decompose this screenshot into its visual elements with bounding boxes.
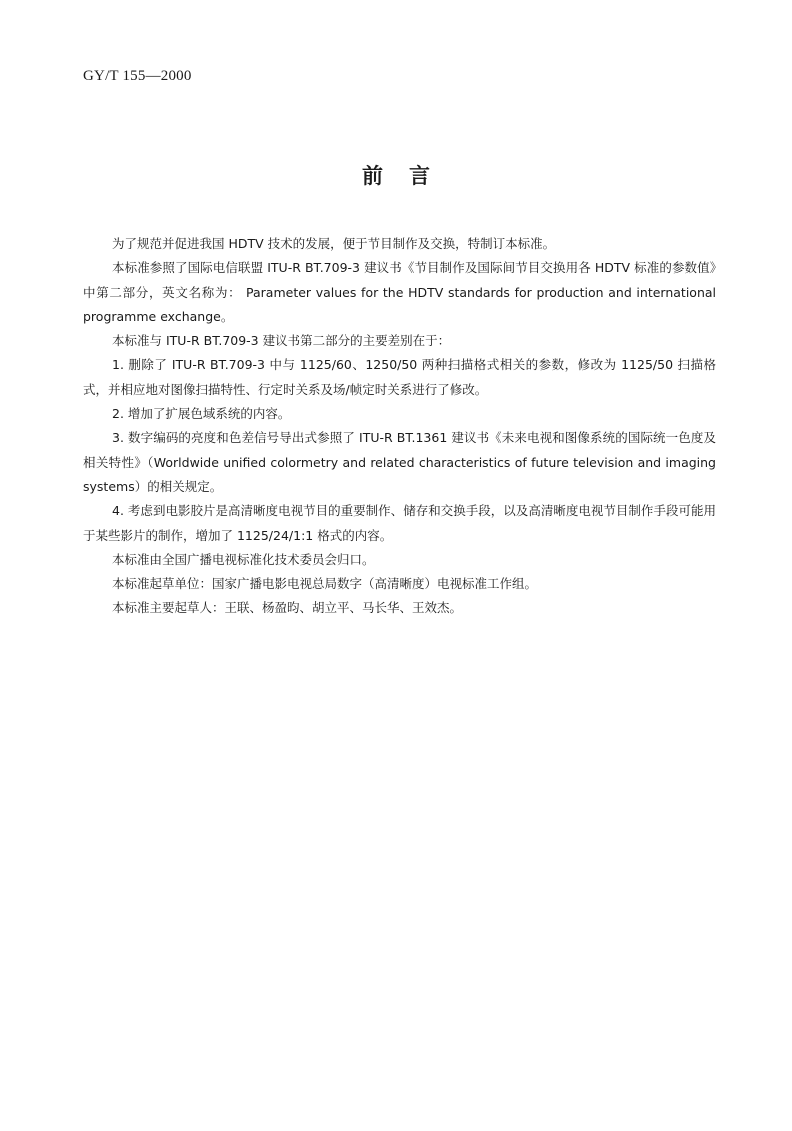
- paragraph-purpose: 为了规范并促进我国 HDTV 技术的发展，便于节目制作及交换，特制订本标准。: [112, 236, 556, 251]
- foreword-body: [83, 232, 716, 621]
- list-item-2: 2. 增加了扩展色域系统的内容。: [112, 406, 291, 422]
- paragraph-drafting-unit: 本标准起草单位：国家广播电影电视总局数字（高清晰度）电视标准工作组。: [112, 576, 538, 592]
- list-item-4: 4. 考虑到电影胶片是高清晰度电视节目的重要制作、储存和交换手段，以及高清晰度电视节目制作手段可能用于某些影片的制作，增加了 1125/24/1:1 格式的内容。: [83, 503, 716, 543]
- standard-code: GY/T 155—2000: [83, 68, 192, 84]
- list-item-1: 1. 删除了 ITU-R BT.709-3 中与 1125/60、1250/50 两种扫描格式相关的参数，修改为 1125/50 扫描格式，并相应地对图像扫描特性、行定时关系及场/帧定时关系进行了修改。: [83, 357, 716, 397]
- list-item-3: 3. 数字编码的亮度和色差信号导出式参照了 ITU-R BT.1361 建议书《未来电视和图像系统的国际统一色度及相关特性》（Worldwide unified colormetry and related characteristics of future television and imaging systems）的相关规定。: [83, 430, 716, 494]
- page-title: 前言: [362, 164, 456, 188]
- paragraph-reference: 本标准参照了国际电信联盟 ITU-R BT.709-3 建议书《节目制作及国际间节目交换用各 HDTV 标准的参数值》中第二部分，英文名称为： Parameter values for the HDTV standards for production and international programme exchange。: [83, 260, 716, 324]
- paragraph-drafters: 本标准主要起草人：王联、杨盈昀、胡立平、马长华、王效杰。: [112, 600, 463, 616]
- paragraph-committee: 本标准由全国广播电视标准化技术委员会归口。: [112, 551, 375, 567]
- paragraph-differences-intro: 本标准与 ITU-R BT.709-3 建议书第二部分的主要差别在于：: [112, 333, 451, 349]
